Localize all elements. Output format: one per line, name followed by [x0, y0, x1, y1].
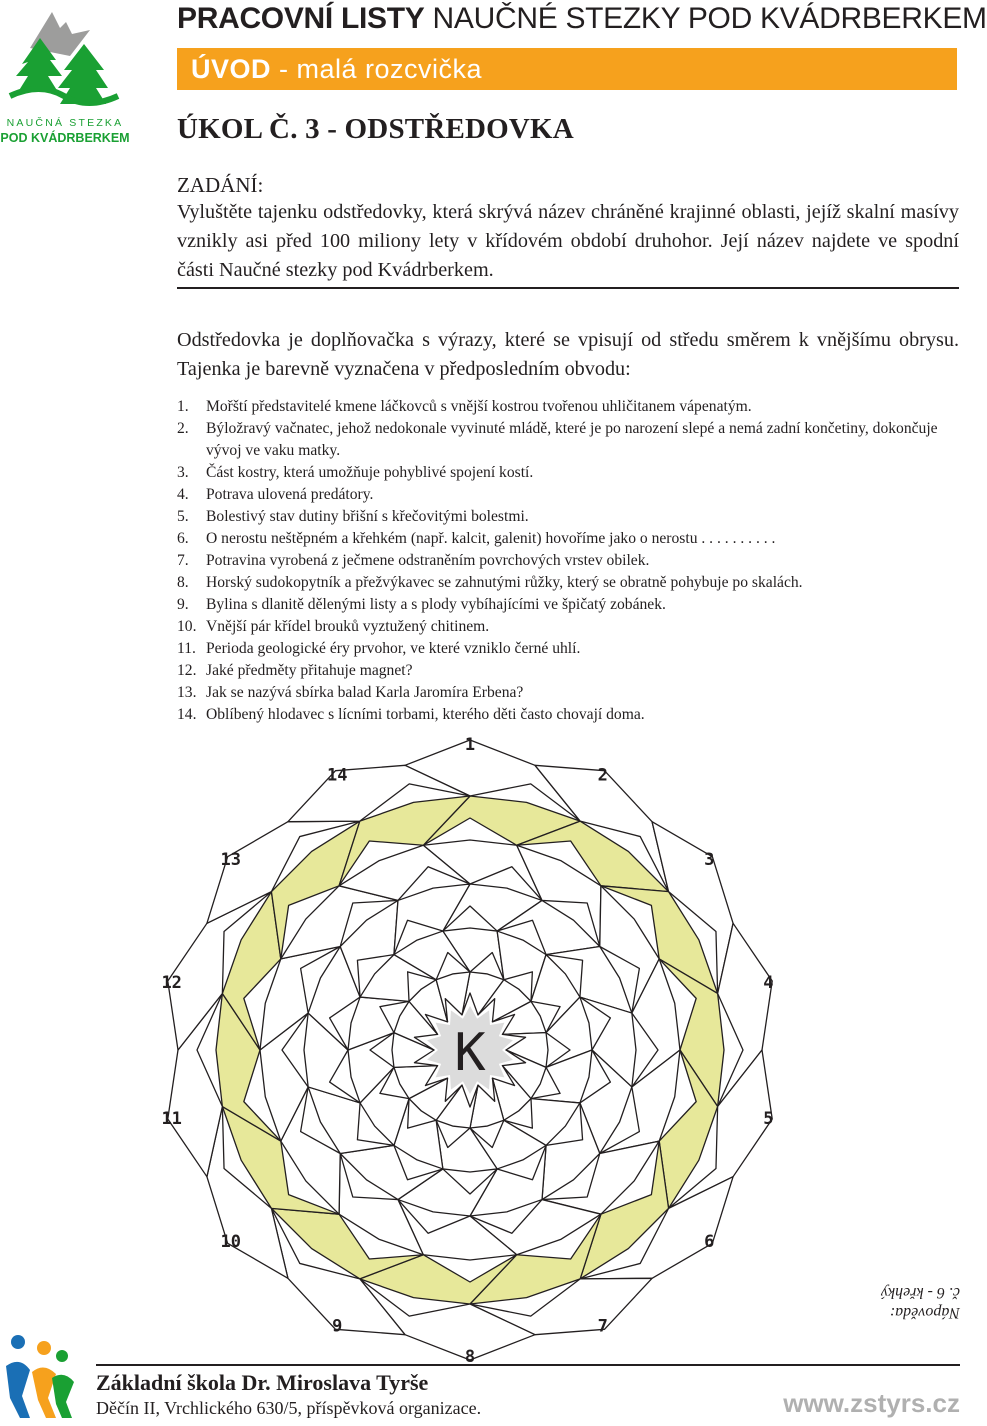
- question-item: [177, 682, 959, 704]
- question-text: Jak se nazývá sbírka balad Karla Jaromíra Erbena?: [206, 684, 524, 701]
- question-number: 13.: [177, 684, 197, 701]
- spoke-label: 13: [220, 850, 242, 871]
- header-title-rest: NAUČNÉ STEZKY POD KVÁDRBERKEM: [424, 2, 987, 35]
- logo-line1: NAUČNÁ STEZKA: [6, 117, 124, 129]
- spoke-label: 4: [763, 972, 774, 993]
- spoke-label: 7: [597, 1316, 608, 1337]
- question-number: 11.: [177, 640, 196, 657]
- question-item: [177, 396, 959, 418]
- school-address: Děčín II, Vrchlického 630/5, příspěvková organizace.: [96, 1398, 482, 1418]
- question-number: 1.: [177, 398, 189, 415]
- spoke-label: 5: [763, 1109, 774, 1130]
- trail-logo-icon: [0, 0, 130, 150]
- school-logo-icon: [0, 1326, 80, 1421]
- spoke-label: 1: [464, 735, 476, 755]
- spoke-label: 12: [161, 972, 182, 993]
- question-item: [177, 528, 959, 550]
- question-number: 12.: [177, 662, 197, 679]
- question-number: 4.: [177, 486, 189, 503]
- logo-line2: POD KVÁDRBERKEM: [0, 131, 130, 145]
- question-text: Potravina vyrobená z ječmene odstraněním povrchových vrstev obilek.: [206, 552, 650, 569]
- question-item: [177, 462, 959, 484]
- website-link[interactable]: www.zstyrs.cz: [783, 1388, 960, 1418]
- question-number: 6.: [177, 530, 189, 547]
- odstredovka-puzzle-grid: [161, 735, 774, 1367]
- assignment-label: ZADÁNÍ:: [177, 173, 264, 197]
- center-letter: K: [454, 1023, 486, 1083]
- divider-line: [177, 287, 959, 289]
- task-title: ÚKOL Č. 3 - ODSTŘEDOVKA: [177, 113, 574, 145]
- question-text: Perioda geologické éry prvohor, ve které vzniklo černé uhlí.: [206, 640, 581, 657]
- question-text: Oblíbený hlodavec s lícními torbami, kterého děti často chovají doma.: [206, 706, 645, 723]
- question-number: 10.: [177, 618, 197, 635]
- section-subtitle: - malá rozcvička: [271, 54, 483, 84]
- question-item: [177, 418, 959, 462]
- question-text: Bolestivý stav dutiny břišní s křečovitými bolestmi.: [206, 508, 529, 525]
- spoke-label: 14: [326, 765, 348, 786]
- question-text: Část kostry, která umožňuje pohyblivé spojení kostí.: [206, 464, 534, 481]
- question-text: Bylina s dlanitě dělenými listy a s plody vybíhajícími ve špičatý zobánek.: [206, 596, 666, 613]
- school-logo: [0, 1326, 80, 1421]
- question-text: Horský sudokopytník a přežvýkavec se zahnutými růžky, který se obratně pohybuje po skalách.: [206, 574, 803, 591]
- footer-divider: [96, 1364, 960, 1366]
- question-text: Mořští představitelé kmene láčkovců s vnější kostrou tvořenou uhličitanem vápenatým.: [206, 398, 752, 415]
- question-text: Potrava ulovená predátory.: [206, 486, 374, 503]
- question-item: [177, 484, 959, 506]
- question-item: [177, 616, 959, 638]
- question-number: 2.: [177, 420, 189, 437]
- hint-box: [860, 1282, 960, 1322]
- question-item: [177, 550, 959, 572]
- question-number: 3.: [177, 464, 189, 481]
- header-title-bold: PRACOVNÍ LISTY: [177, 2, 425, 35]
- hint-text: č. 6 - křehký: [880, 1284, 960, 1301]
- question-text: Jaké předměty přitahuje magnet?: [206, 662, 413, 679]
- question-number: 9.: [177, 596, 189, 613]
- question-item: [177, 506, 959, 528]
- section-name: ÚVOD: [191, 54, 272, 84]
- spoke-label: 9: [332, 1316, 343, 1337]
- assignment-text: Vyluštěte tajenku odstředovky, která skrývá název chráněné krajinné oblasti, jejíž skalní masívy vznikly asi před 100 miliony lety v křídovém období druhohor. Její název najdete ve spodní části Naučné stezky pod Kvádrberkem.: [177, 201, 959, 281]
- question-item: [177, 594, 959, 616]
- hint-label: Nápověda:: [889, 1304, 960, 1321]
- spoke-label: 6: [704, 1231, 715, 1252]
- question-text: Vnější pár křídel brouků vyztužený chitinem.: [206, 618, 490, 635]
- question-item: [177, 638, 959, 660]
- question-number: 8.: [177, 574, 189, 591]
- question-item: [177, 660, 959, 682]
- spoke-label: 2: [597, 765, 608, 786]
- question-number: 7.: [177, 552, 189, 569]
- spoke-label: 3: [704, 850, 715, 871]
- questions-list: [177, 396, 959, 726]
- school-name: Základní škola Dr. Miroslava Tyrše: [96, 1370, 429, 1395]
- question-item: [177, 572, 959, 594]
- question-text: Býložravý vačnatec, jehož nedokonale vyvinuté mládě, které je po narození slepé a nemá zadní končetiny, dokončuje vývoj ve vaku matky.: [206, 420, 938, 459]
- question-number: 5.: [177, 508, 189, 525]
- instructions-text: Odstředovka je doplňovačka s výrazy, které se vpisují od středu směrem k vnějšímu obrysu. Tajenka je barevně vyznačena v předposledním obvodu:: [177, 329, 959, 380]
- question-item: [177, 704, 959, 726]
- spoke-label: 11: [161, 1109, 182, 1130]
- spoke-label: 10: [220, 1231, 242, 1252]
- question-number: 14.: [177, 706, 197, 723]
- spoke-label: 8: [464, 1347, 476, 1367]
- question-text: O nerostu neštěpném a křehkém (např. kalcit, galenit) hovoříme jako o nerostu . . . . . . . . . .: [206, 530, 776, 547]
- trail-logo: [0, 0, 130, 150]
- page-header-title: [177, 2, 987, 36]
- section-banner: [177, 48, 957, 90]
